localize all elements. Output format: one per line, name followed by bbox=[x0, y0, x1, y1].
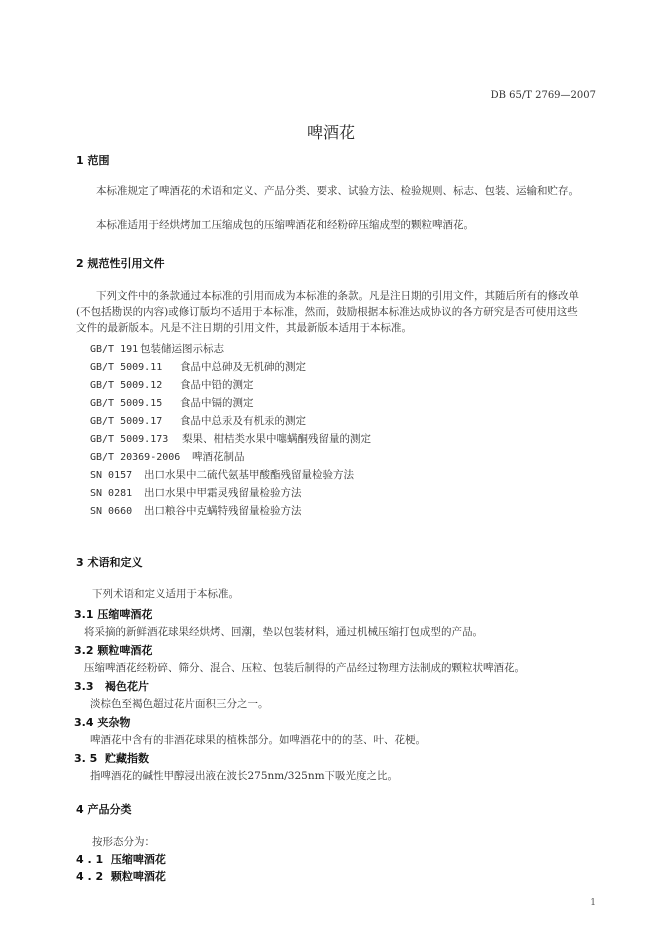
term-number: 3.4 bbox=[74, 716, 94, 729]
section-3-heading: 3 术语和定义 bbox=[76, 556, 143, 569]
section-2-heading: 2 规范性引用文件 bbox=[76, 257, 165, 270]
class-label: 压缩啤酒花 bbox=[110, 853, 166, 866]
section-3-intro: 下列术语和定义适用于本标准。 bbox=[92, 588, 239, 600]
class-number: 4 . 1 bbox=[76, 853, 104, 866]
term-heading bbox=[74, 606, 152, 622]
term-name: 褐色花片 bbox=[105, 680, 149, 693]
reference-item bbox=[90, 449, 245, 464]
reference-name: 梨果、柑桔类水果中噻螨酮残留量的测定 bbox=[182, 433, 371, 445]
reference-item bbox=[90, 431, 371, 446]
term-name: 颗粒啤酒花 bbox=[97, 644, 153, 657]
reference-item bbox=[90, 467, 354, 482]
reference-code: SN 0281 bbox=[90, 488, 133, 499]
reference-code: GB/T 5009.11 bbox=[90, 362, 163, 373]
reference-code: GB/T 20369-2006 bbox=[90, 452, 181, 463]
reference-item bbox=[90, 377, 254, 392]
reference-name: 包装储运图示标志 bbox=[140, 343, 224, 355]
term-name: 贮藏指数 bbox=[105, 752, 149, 765]
reference-item bbox=[90, 341, 224, 356]
reference-item bbox=[90, 503, 302, 518]
reference-item bbox=[90, 395, 254, 410]
section-2-paragraph: 下列文件中的条款通过本标准的引用而成为本标准的条款。凡是注日期的引用文件，其随后所有的修改单(不包括勘误的内容)或修订版均不适用于本标准，然而，鼓励根据本标准达成协议的各方研究是否可使用这些文件的最新版本。凡是不注日期的引用文件，其最新版本适用于本标准。 bbox=[76, 290, 579, 334]
section-1-paragraph-2: 本标准适用于经烘烤加工压缩成包的压缩啤酒花和经粉碎压缩成型的颗粒啤酒花。 bbox=[96, 219, 474, 231]
term-name: 夹杂物 bbox=[97, 716, 131, 729]
term-definition: 将采摘的新鲜酒花球果经烘烤、回潮，垫以包装材料，通过机械压缩打包成型的产品。 bbox=[84, 626, 483, 638]
reference-item bbox=[90, 485, 302, 500]
class-number: 4 . 2 bbox=[76, 870, 104, 883]
reference-item bbox=[90, 359, 306, 374]
term-heading bbox=[74, 714, 130, 730]
class-item bbox=[76, 868, 166, 884]
reference-item bbox=[90, 413, 306, 428]
term-definition: 啤酒花中含有的非酒花球果的植株部分。如啤酒花中的的茎、叶、花梗。 bbox=[90, 734, 426, 746]
reference-name: 食品中铅的测定 bbox=[180, 379, 254, 391]
reference-name: 食品中总汞及有机汞的测定 bbox=[180, 415, 306, 427]
page-number: 1 bbox=[590, 898, 596, 908]
section-1-paragraph-1: 本标准规定了啤酒花的术语和定义、产品分类、要求、试验方法、检验规则、标志、包装、运输和贮存。 bbox=[96, 185, 579, 197]
reference-code: GB/T 5009.17 bbox=[90, 416, 163, 427]
standard-number: DB 65/T 2769—2007 bbox=[490, 90, 596, 101]
reference-code: GB/T 5009.173 bbox=[90, 434, 169, 445]
reference-code: GB/T 191 bbox=[90, 344, 139, 355]
section-4-intro: 按形态分为： bbox=[92, 836, 155, 848]
class-label: 颗粒啤酒花 bbox=[110, 870, 166, 883]
term-definition: 指啤酒花的碱性甲醇浸出液在波长275nm/325nm下吸光度之比。 bbox=[90, 770, 399, 782]
reference-name: 食品中镉的测定 bbox=[180, 397, 254, 409]
term-name: 压缩啤酒花 bbox=[97, 608, 153, 621]
document-title: 啤酒花 bbox=[306, 123, 355, 142]
term-heading bbox=[74, 678, 149, 694]
reference-name: 食品中总砷及无机砷的测定 bbox=[180, 361, 306, 373]
term-definition: 淡棕色至褐色超过花片面积三分之一。 bbox=[90, 698, 269, 710]
term-number: 3.1 bbox=[74, 608, 94, 621]
term-number: 3.2 bbox=[74, 644, 94, 657]
term-heading bbox=[74, 750, 149, 766]
class-item bbox=[76, 851, 166, 867]
term-number: 3. 5 bbox=[74, 752, 98, 765]
term-heading bbox=[74, 642, 152, 658]
reference-name: 出口粮谷中克螨特残留量检验方法 bbox=[144, 505, 302, 517]
reference-code: SN 0660 bbox=[90, 506, 133, 517]
reference-code: SN 0157 bbox=[90, 470, 133, 481]
reference-code: GB/T 5009.15 bbox=[90, 398, 163, 409]
term-number: 3.3 bbox=[74, 680, 94, 693]
reference-code: GB/T 5009.12 bbox=[90, 380, 163, 391]
section-4-heading: 4 产品分类 bbox=[76, 803, 132, 816]
term-definition: 压缩啤酒花经粉碎、筛分、混合、压粒、包装后制得的产品经过物理方法制成的颗粒状啤酒花。 bbox=[84, 662, 525, 674]
reference-name: 出口水果中二硫代氨基甲酸酯残留量检验方法 bbox=[144, 469, 354, 481]
reference-name: 出口水果中甲霜灵残留量检验方法 bbox=[144, 487, 302, 499]
reference-name: 啤酒花制品 bbox=[192, 451, 245, 463]
section-1-heading: 1 范围 bbox=[76, 154, 110, 167]
